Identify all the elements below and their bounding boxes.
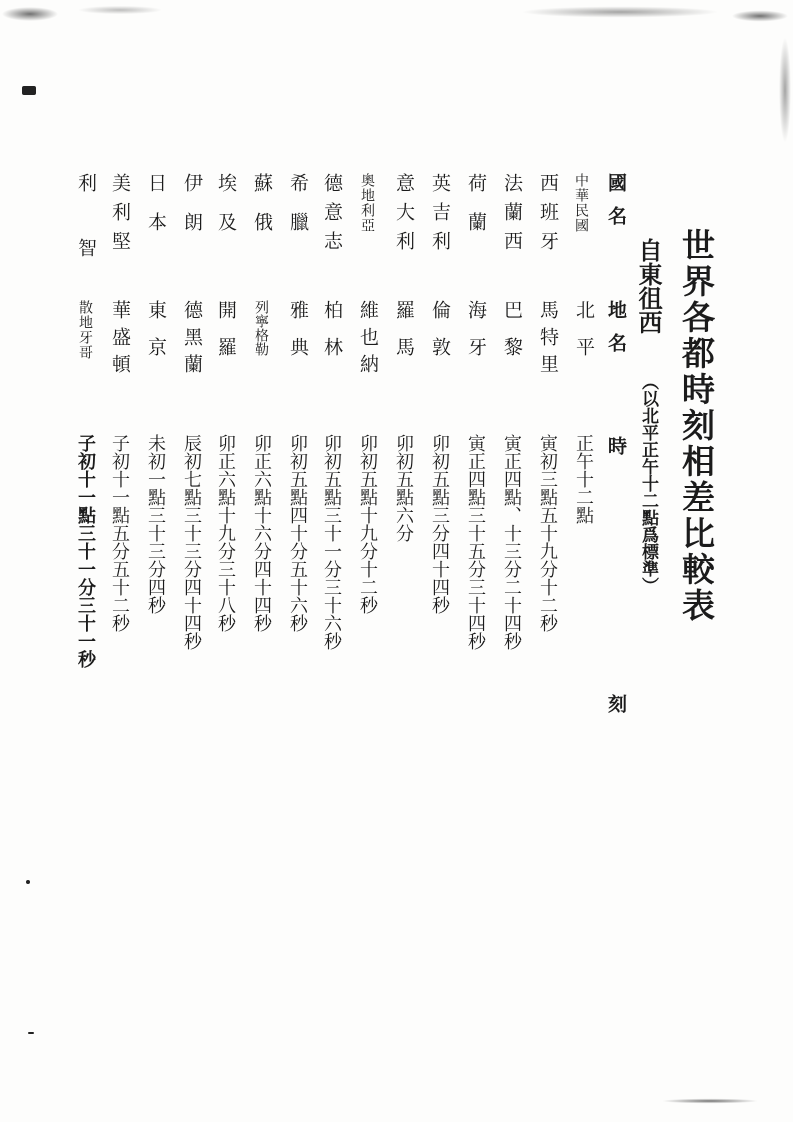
scan-edge-bottom bbox=[650, 1090, 770, 1108]
row-time: 寅初三點五十九分十二秒 bbox=[537, 434, 558, 632]
ink-smudge bbox=[28, 1032, 34, 1034]
row-country: 蘇俄 bbox=[251, 173, 273, 251]
row-time: 辰初七點三十三分四十四秒 bbox=[181, 434, 202, 650]
row-country: 奧地利亞 bbox=[359, 173, 375, 233]
subtitle-direction: 自東徂西 bbox=[634, 238, 663, 334]
row-city: 北平 bbox=[573, 300, 595, 374]
row-city: 海牙 bbox=[465, 300, 487, 374]
row-country: 中華民國 bbox=[573, 173, 589, 233]
row-city: 馬特里 bbox=[537, 300, 559, 381]
row-city: 柏林 bbox=[321, 300, 343, 374]
row-country: 日本 bbox=[145, 173, 167, 251]
row-city: 東京 bbox=[145, 300, 167, 374]
row-time: 卯初五點三十一分三十六秒 bbox=[321, 434, 342, 650]
page-title: 世界各都時刻相差比較表 bbox=[677, 228, 716, 624]
row-country: 埃及 bbox=[215, 173, 237, 251]
header-city: 地名 bbox=[605, 300, 627, 366]
row-country: 伊朗 bbox=[181, 173, 203, 251]
row-city: 雅典 bbox=[287, 300, 309, 374]
row-city: 巴黎 bbox=[501, 300, 523, 374]
header-country: 國名 bbox=[605, 173, 627, 239]
row-city: 華盛頓 bbox=[109, 300, 131, 381]
row-city: 羅馬 bbox=[393, 300, 415, 374]
header-time-tail: 刻 bbox=[605, 694, 627, 713]
row-time: 卯初五點四十分五十六秒 bbox=[287, 434, 308, 632]
row-country: 西班牙 bbox=[537, 173, 559, 260]
row-country: 希臘 bbox=[287, 173, 309, 251]
row-country: 荷蘭 bbox=[465, 173, 487, 251]
row-time: 子初十一點五分五十二秒 bbox=[109, 434, 130, 632]
scan-edge-top bbox=[0, 0, 793, 34]
row-city: 德黑蘭 bbox=[181, 300, 203, 381]
row-city: 倫敦 bbox=[429, 300, 451, 374]
header-time: 時 bbox=[605, 436, 627, 455]
row-city: 散地牙哥 bbox=[77, 300, 93, 360]
row-time: 卯初五點六分 bbox=[393, 434, 414, 542]
row-city: 開羅 bbox=[215, 300, 237, 374]
row-country: 英吉利 bbox=[429, 173, 451, 260]
row-city: 維也納 bbox=[357, 300, 379, 381]
ink-smudge bbox=[26, 880, 30, 884]
row-time: 子初十一點三十一分三十一秒 bbox=[75, 434, 96, 668]
row-time: 卯初五點三分四十四秒 bbox=[429, 434, 450, 614]
row-country: 德意志 bbox=[321, 173, 343, 260]
row-time: 正午十二點 bbox=[573, 434, 594, 524]
row-time: 寅正四點、十三分二十四秒 bbox=[501, 434, 522, 650]
row-country: 美利堅 bbox=[109, 173, 131, 260]
row-time: 卯正六點十九分三十八秒 bbox=[215, 434, 236, 632]
row-time: 卯初五點十九分十二秒 bbox=[357, 434, 378, 614]
subtitle-note: （以北平正午十二點爲標準） bbox=[638, 373, 658, 594]
row-country: 利智 bbox=[75, 173, 97, 303]
row-time: 寅正四點三十五分三十四秒 bbox=[465, 434, 486, 650]
row-city: 列寧格勒 bbox=[253, 300, 269, 356]
ink-smudge bbox=[22, 86, 36, 95]
subtitle bbox=[634, 238, 663, 594]
row-country: 法蘭西 bbox=[501, 173, 523, 260]
row-time: 未初一點三十三分四秒 bbox=[145, 434, 166, 614]
row-country: 意大利 bbox=[393, 173, 415, 260]
row-time: 卯正六點十六分四十四秒 bbox=[251, 434, 272, 632]
scan-edge-right bbox=[767, 20, 793, 160]
